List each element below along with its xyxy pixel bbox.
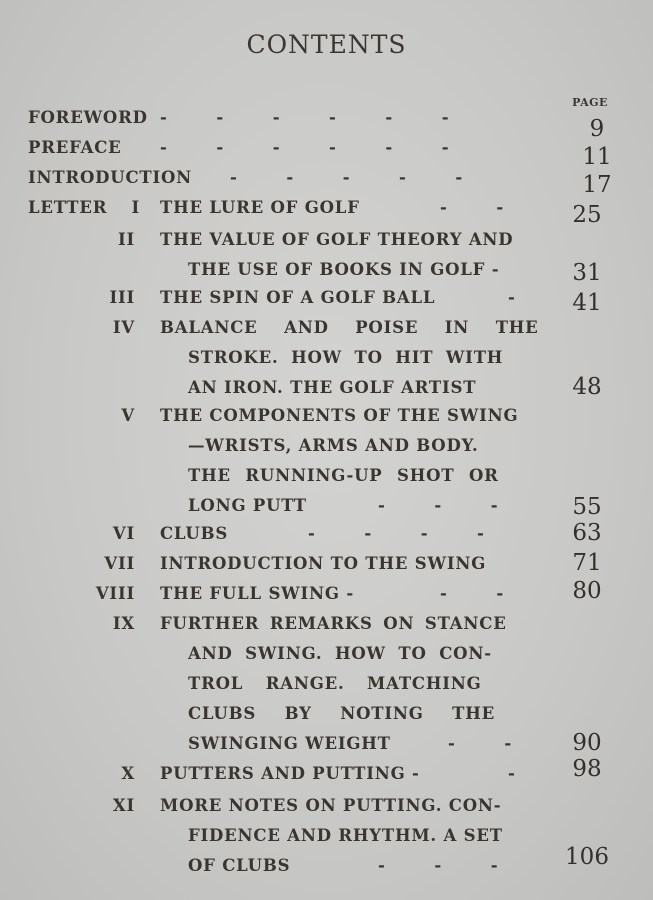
leader-dashes: - - - [378,856,498,875]
leader-dashes: - - [440,584,504,603]
leader-dashes: - [508,764,515,783]
page-column-header: PAGE [572,96,608,109]
page-number: 17 [582,172,612,198]
chapter-title-line: —WRISTS, ARMS AND BODY. [188,436,479,455]
chapter-number: X [121,764,135,783]
chapter-title-line: AN IRON. THE GOLF ARTIST [188,378,477,397]
front-entry-introduction: INTRODUCTION [28,168,193,187]
chapter-title-line: AND SWING. HOW TO CON- [188,644,492,663]
chapter-title-line: THE LURE OF GOLF [160,198,360,217]
page-number: 63 [572,520,602,546]
page-number: 90 [572,730,602,756]
chapter-title-line: TROL RANGE. MATCHING [188,674,482,693]
chapter-title-line: SWINGING WEIGHT [188,734,391,753]
leader-dashes: - - - [378,496,498,515]
chapter-number: II [117,230,135,249]
chapter-number: I [131,198,140,217]
chapter-number: III [109,288,135,307]
chapter-number: IV [112,318,135,337]
chapter-number: V [121,406,135,425]
chapter-title-line: MORE NOTES ON PUTTING. CON- [160,796,502,815]
chapter-number: VII [104,554,135,573]
chapter-title-line: PUTTERS AND PUTTING - [160,764,420,783]
chapter-title-line: OF CLUBS [188,856,291,875]
page-number: 71 [572,550,602,576]
page-number: 55 [572,494,602,520]
page-number: 48 [572,374,602,400]
page-number: 31 [572,260,602,286]
page-number: 41 [572,290,602,316]
chapter-title-line: THE FULL SWING - [160,584,354,603]
chapter-number: VI [112,524,135,543]
leader-dashes: - - - - [308,524,484,543]
chapter-title-line: THE SPIN OF A GOLF BALL [160,288,436,307]
chapter-title-line: FURTHER REMARKS ON STANCE [160,614,507,633]
leader-dashes: - - [448,734,512,753]
page-title: CONTENTS [246,30,407,59]
leader-dashes: - - [440,198,504,217]
page-number: 106 [565,844,609,870]
leader-dashes: - - - - - [230,168,463,187]
page-number: 11 [582,144,612,170]
front-entry-preface: PREFACE [28,138,122,157]
page-number: 98 [572,756,602,782]
chapter-title-line: THE RUNNING-UP SHOT OR [188,466,499,485]
page-number: 25 [572,202,602,228]
chapter-title-line: THE COMPONENTS OF THE SWING [160,406,519,425]
chapter-title-line: LONG PUTT [188,496,307,515]
chapter-title-line: CLUBS [160,524,229,543]
chapter-title-line: FIDENCE AND RHYTHM. A SET [188,826,503,845]
page-number: 80 [572,578,602,604]
page-number: 9 [589,116,605,142]
chapter-title-line: THE USE OF BOOKS IN GOLF - [188,260,500,279]
leader-dashes: - - - - - - [160,138,449,157]
chapter-title-line: THE VALUE OF GOLF THEORY AND [160,230,514,249]
front-entry-foreword: FOREWORD [28,108,148,127]
leader-dashes: - - - - - - [160,108,449,127]
chapter-title-line: CLUBS BY NOTING THE [188,704,496,723]
chapter-number: IX [112,614,135,633]
chapter-number: VIII [95,584,135,603]
chapter-title-line: BALANCE AND POISE IN THE [160,318,539,337]
letter-label: LETTER [28,198,108,217]
leader-dashes: - [508,288,515,307]
chapter-title-line: STROKE. HOW TO HIT WITH [188,348,504,367]
chapter-title-line: INTRODUCTION TO THE SWING [160,554,487,573]
chapter-number: XI [112,796,135,815]
